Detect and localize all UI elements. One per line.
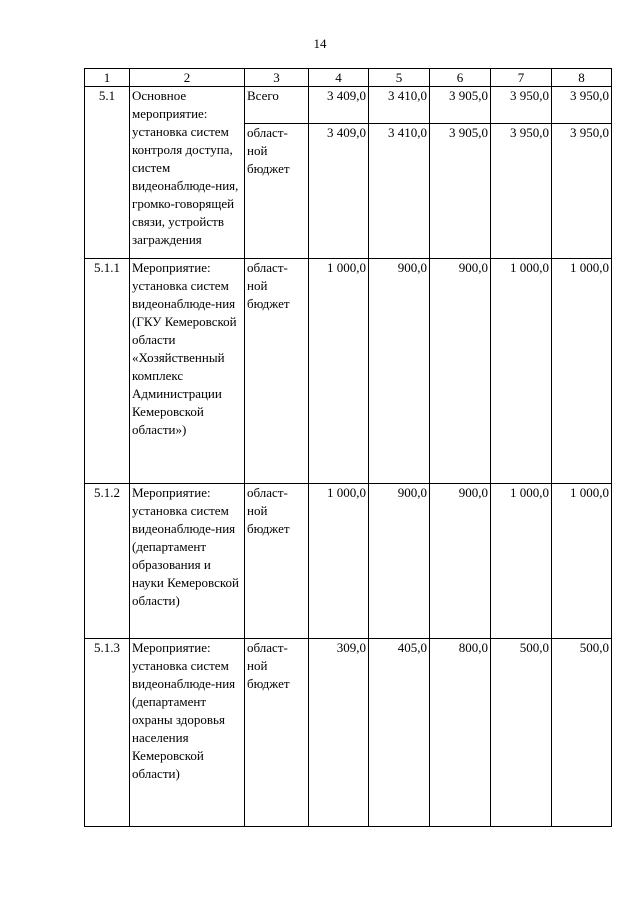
row-description: Основное мероприятие: установка систем контроля доступа, систем видеонаблюде-ния, громко-говорящей связи, устройств заграждения — [130, 87, 245, 259]
row-description: Мероприятие: установка систем видеонаблюде-ния (департамент образования и науки Кемеровской области) — [130, 484, 245, 639]
funding-source: област-ной бюджет — [245, 124, 309, 259]
value-cell: 500,0 — [552, 639, 612, 827]
funding-source: област-ной бюджет — [245, 259, 309, 484]
table-row — [85, 639, 612, 827]
value-cell: 1 000,0 — [552, 484, 612, 639]
value-cell: 309,0 — [309, 639, 369, 827]
value-cell: 900,0 — [430, 259, 491, 484]
page-number: 14 — [313, 36, 327, 51]
value-cell: 3 905,0 — [430, 124, 491, 259]
value-cell: 3 950,0 — [491, 87, 552, 124]
value-cell: 3 409,0 — [309, 124, 369, 259]
value-cell: 3 950,0 — [552, 124, 612, 259]
table-row — [85, 87, 612, 124]
row-description: Мероприятие: установка систем видеонаблюде-ния (ГКУ Кемеровской области «Хозяйственный комплекс Администрации Кемеровской области») — [130, 259, 245, 484]
value-cell: 3 410,0 — [369, 87, 430, 124]
value-cell: 800,0 — [430, 639, 491, 827]
header-col-2: 2 — [130, 69, 245, 87]
value-cell: 900,0 — [430, 484, 491, 639]
header-col-5: 5 — [369, 69, 430, 87]
table-row — [85, 484, 612, 639]
value-cell: 3 950,0 — [552, 87, 612, 124]
value-cell: 3 410,0 — [369, 124, 430, 259]
value-cell: 1 000,0 — [491, 484, 552, 639]
funding-source: област-ной бюджет — [245, 639, 309, 827]
funding-source: Всего — [245, 87, 309, 124]
row-number: 5.1 — [85, 87, 130, 259]
value-cell: 900,0 — [369, 259, 430, 484]
value-cell: 900,0 — [369, 484, 430, 639]
header-col-4: 4 — [309, 69, 369, 87]
value-cell: 3 950,0 — [491, 124, 552, 259]
header-col-7: 7 — [491, 69, 552, 87]
header-col-8: 8 — [552, 69, 612, 87]
row-number: 5.1.3 — [85, 639, 130, 827]
value-cell: 1 000,0 — [309, 259, 369, 484]
value-cell: 1 000,0 — [552, 259, 612, 484]
table-row — [85, 259, 612, 484]
value-cell: 1 000,0 — [491, 259, 552, 484]
header-col-1: 1 — [85, 69, 130, 87]
row-number: 5.1.1 — [85, 259, 130, 484]
value-cell: 1 000,0 — [309, 484, 369, 639]
row-number: 5.1.2 — [85, 484, 130, 639]
header-col-6: 6 — [430, 69, 491, 87]
header-row — [85, 69, 612, 87]
header-col-3: 3 — [245, 69, 309, 87]
row-description: Мероприятие: установка систем видеонаблюде-ния (департамент охраны здоровья населения Кемеровской области) — [130, 639, 245, 827]
budget-table — [84, 68, 612, 827]
value-cell: 500,0 — [491, 639, 552, 827]
value-cell: 405,0 — [369, 639, 430, 827]
value-cell: 3 409,0 — [309, 87, 369, 124]
funding-source: област-ной бюджет — [245, 484, 309, 639]
value-cell: 3 905,0 — [430, 87, 491, 124]
